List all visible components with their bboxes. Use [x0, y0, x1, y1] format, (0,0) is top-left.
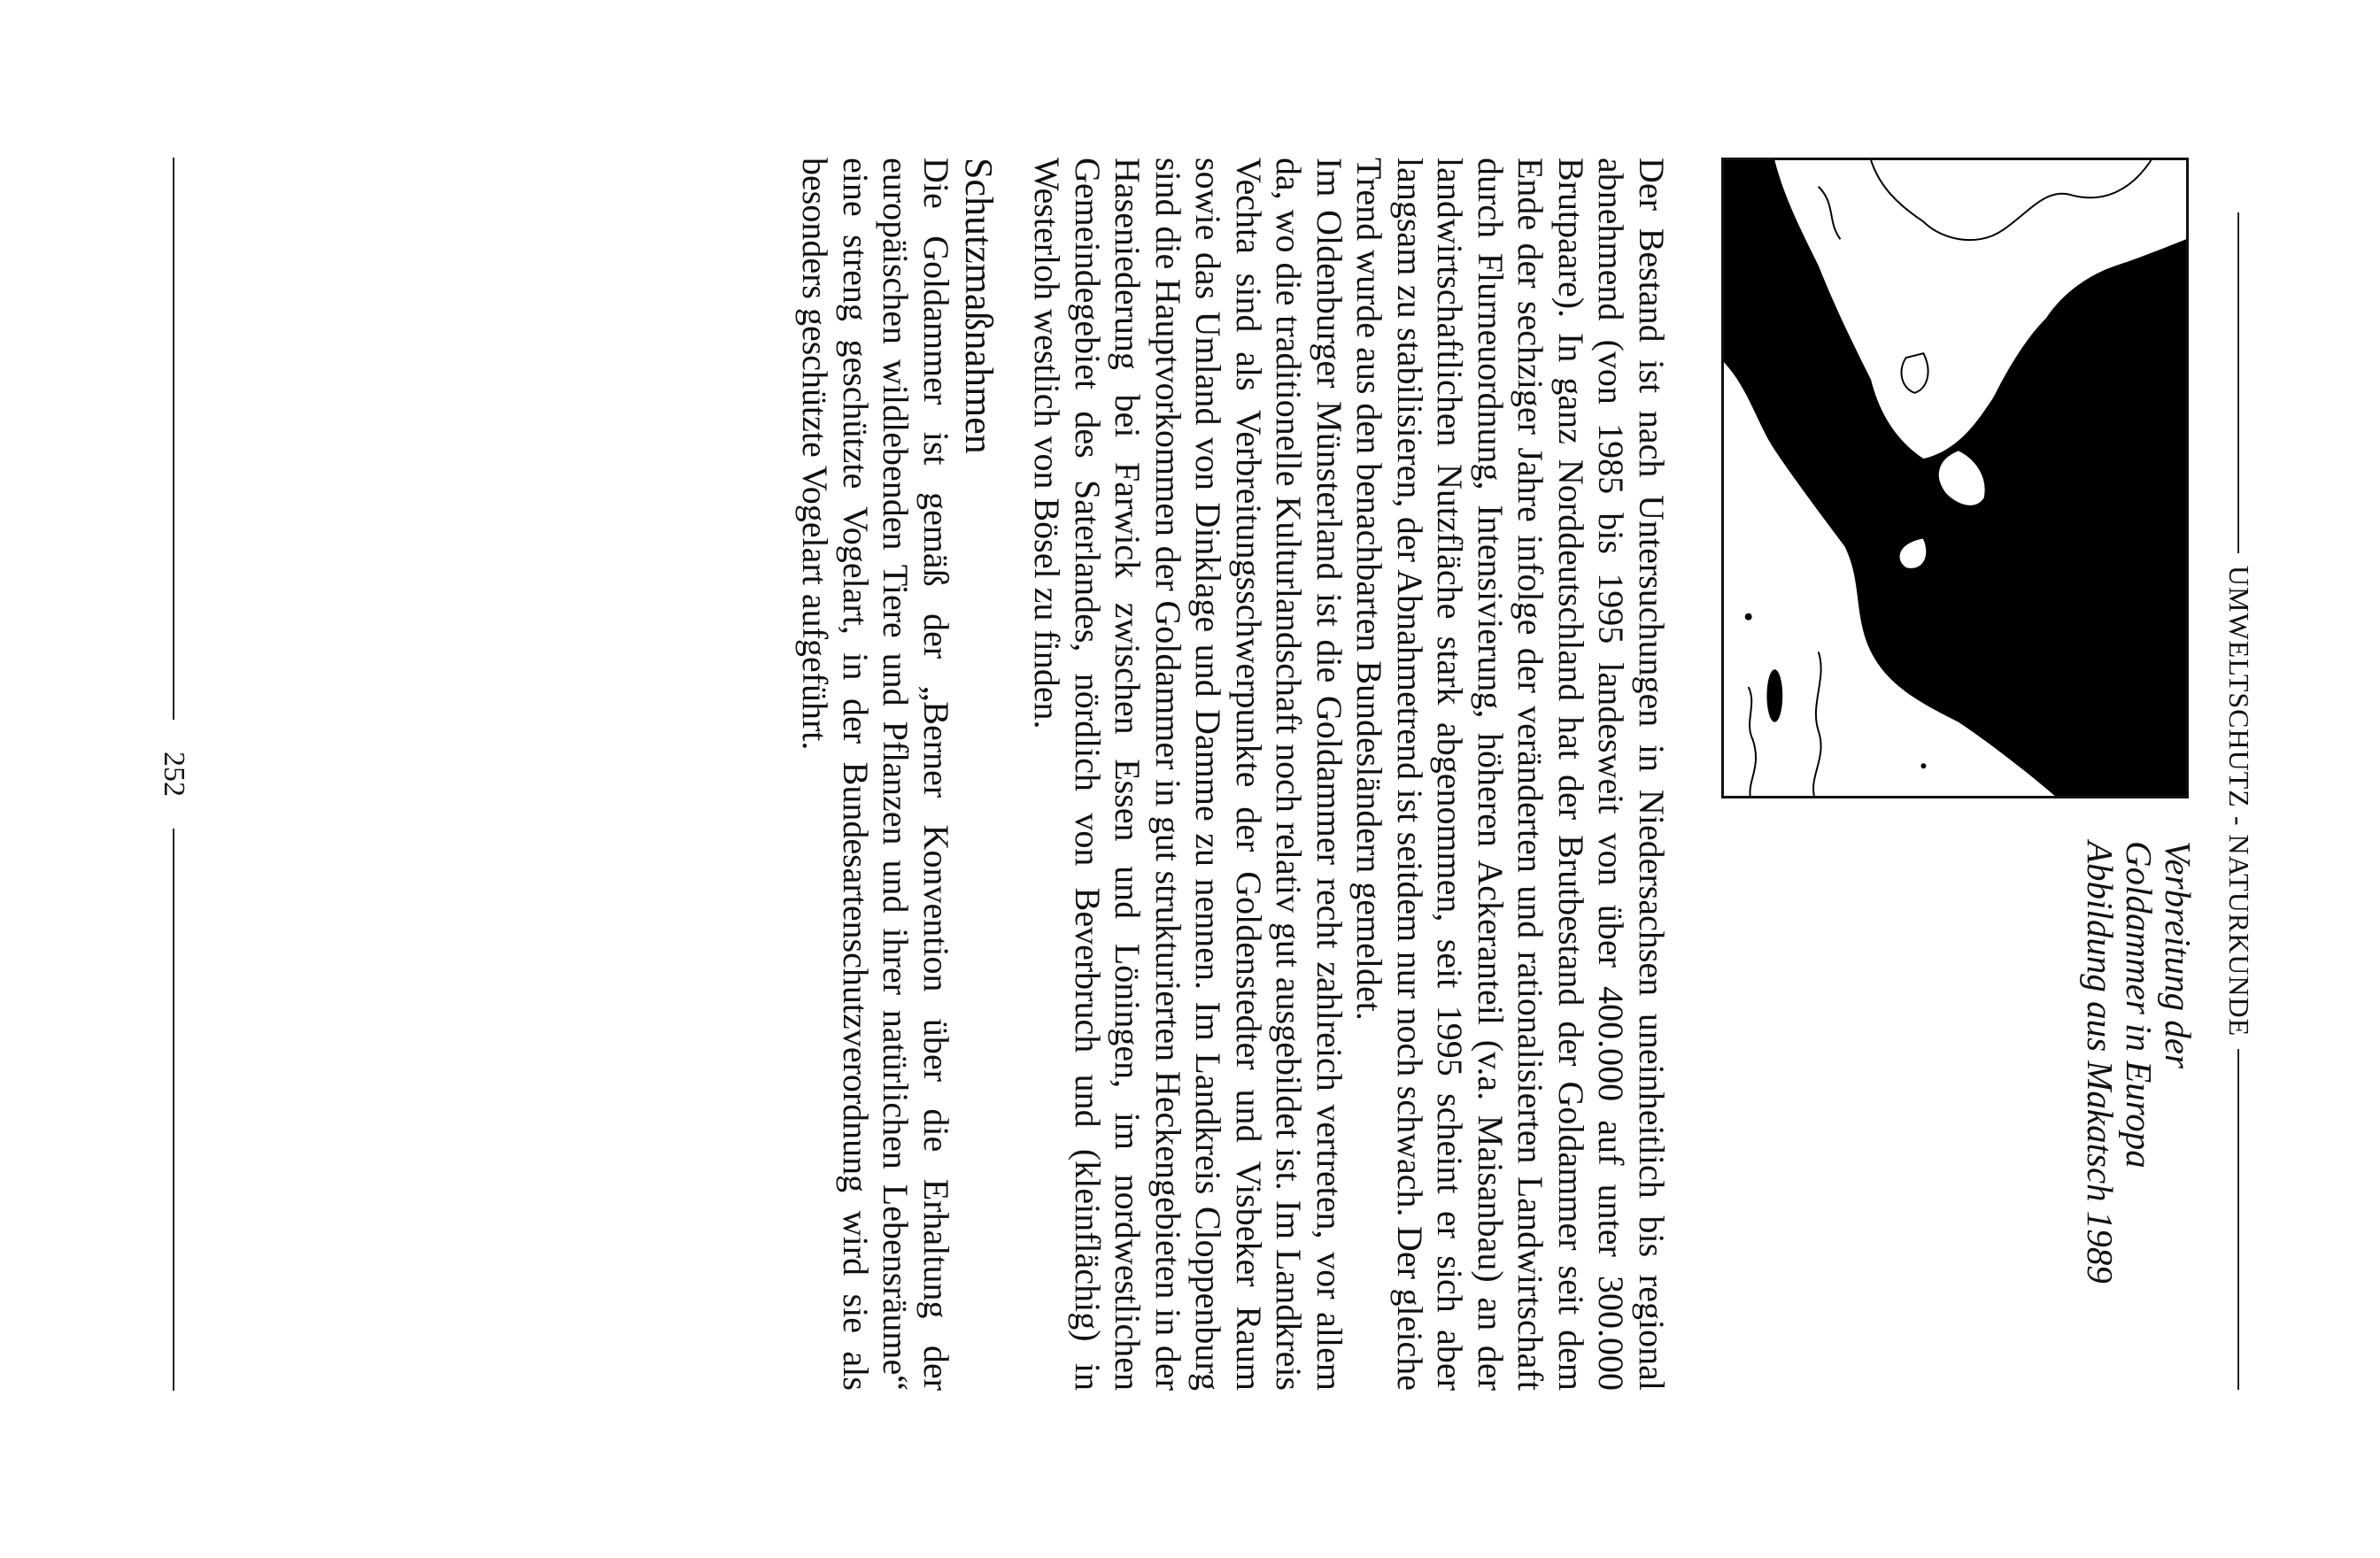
running-head: [2222, 212, 2255, 1390]
caption-line-2: Goldammer in Europa: [2119, 841, 2160, 1168]
caption-line-1: Verbreitung der: [2158, 841, 2198, 1068]
page-number: 252: [158, 752, 190, 797]
caption-line-3: Abbildung aus Makatsch 1989: [2080, 841, 2121, 1284]
paragraph-oldenburg: Im Oldenburger Münsterland ist die Goldammer recht zahlreich vertreten, vor allem da, wo die traditionelle Kulturlandschaft noch relativ gut ausgebildet ist. Im Landkreis Vechta sind als Verbreitungsschwerpunkte der Goldenstedter und Visbeker Raum sowie das Umland von Dinklage und Damme zu nennen. Im Landkreis Cloppenburg sind die Hauptvorkommen der Goldammer in gut strukturierten Heckengebieten in der Haseniederung bei Farwick zwischen Essen und Löningen, im nordwestlichen Gemeindegebiet des Saterlandes, nördlich von Beverbruch und (kleinflächig) in Westerloh westlich von Bösel zu finden.: [1027, 158, 1349, 1391]
page-footer: [157, 158, 190, 1391]
body-text: [795, 158, 1672, 1391]
section-heading: Schutzmaßnahmen: [957, 158, 1001, 454]
europe-distribution-map-icon: [1724, 160, 2186, 796]
figure-caption: [2081, 841, 2198, 1301]
footer-rule-left: [173, 158, 174, 720]
distribution-map-figure: [1721, 158, 2189, 798]
running-head-text: UMWELTSCHUTZ - NATURKUNDE: [2223, 565, 2255, 1037]
paragraph-population: Der Bestand ist nach Untersuchungen in Niedersachsen uneinheitlich bis regional abnehmend (von 1985 bis 1995 landesweit von über 400.000 auf unter 300.000 Brutpaare). In ganz Norddeutschland hat der Brutbestand der Goldammer seit dem Ende der sechziger Jahre infolge der veränderten und rationalisierten Landwirtschaft durch Flurneuordnung, Intensivierung, höheren Ackeranteil (v.a. Maisanbau) an der landwirtschaftlichen Nutzfläche stark abgenommen, seit 1995 scheint er sich aber langsam zu stabilisieren, der Abnahmetrend ist seitdem nur noch schwach. Der gleiche Trend wurde aus den benachbarten Bundesländern gemeldet.: [1349, 158, 1672, 1391]
footer-rule-right: [173, 829, 174, 1391]
header-rule-right: [2238, 1049, 2240, 1390]
header-rule-left: [2238, 212, 2240, 553]
paragraph-protection: Die Goldammer ist gemäß der „Berner Konvention über die Erhaltung der europäischen wildlebenden Tiere und Pflanzen und ihrer natürlichen Lebensräume“ eine streng geschützte Vogelart, in der Bundesartenschutzverordnung wird sie als besonders geschützte Vogelart aufgeführt.: [795, 158, 956, 1391]
